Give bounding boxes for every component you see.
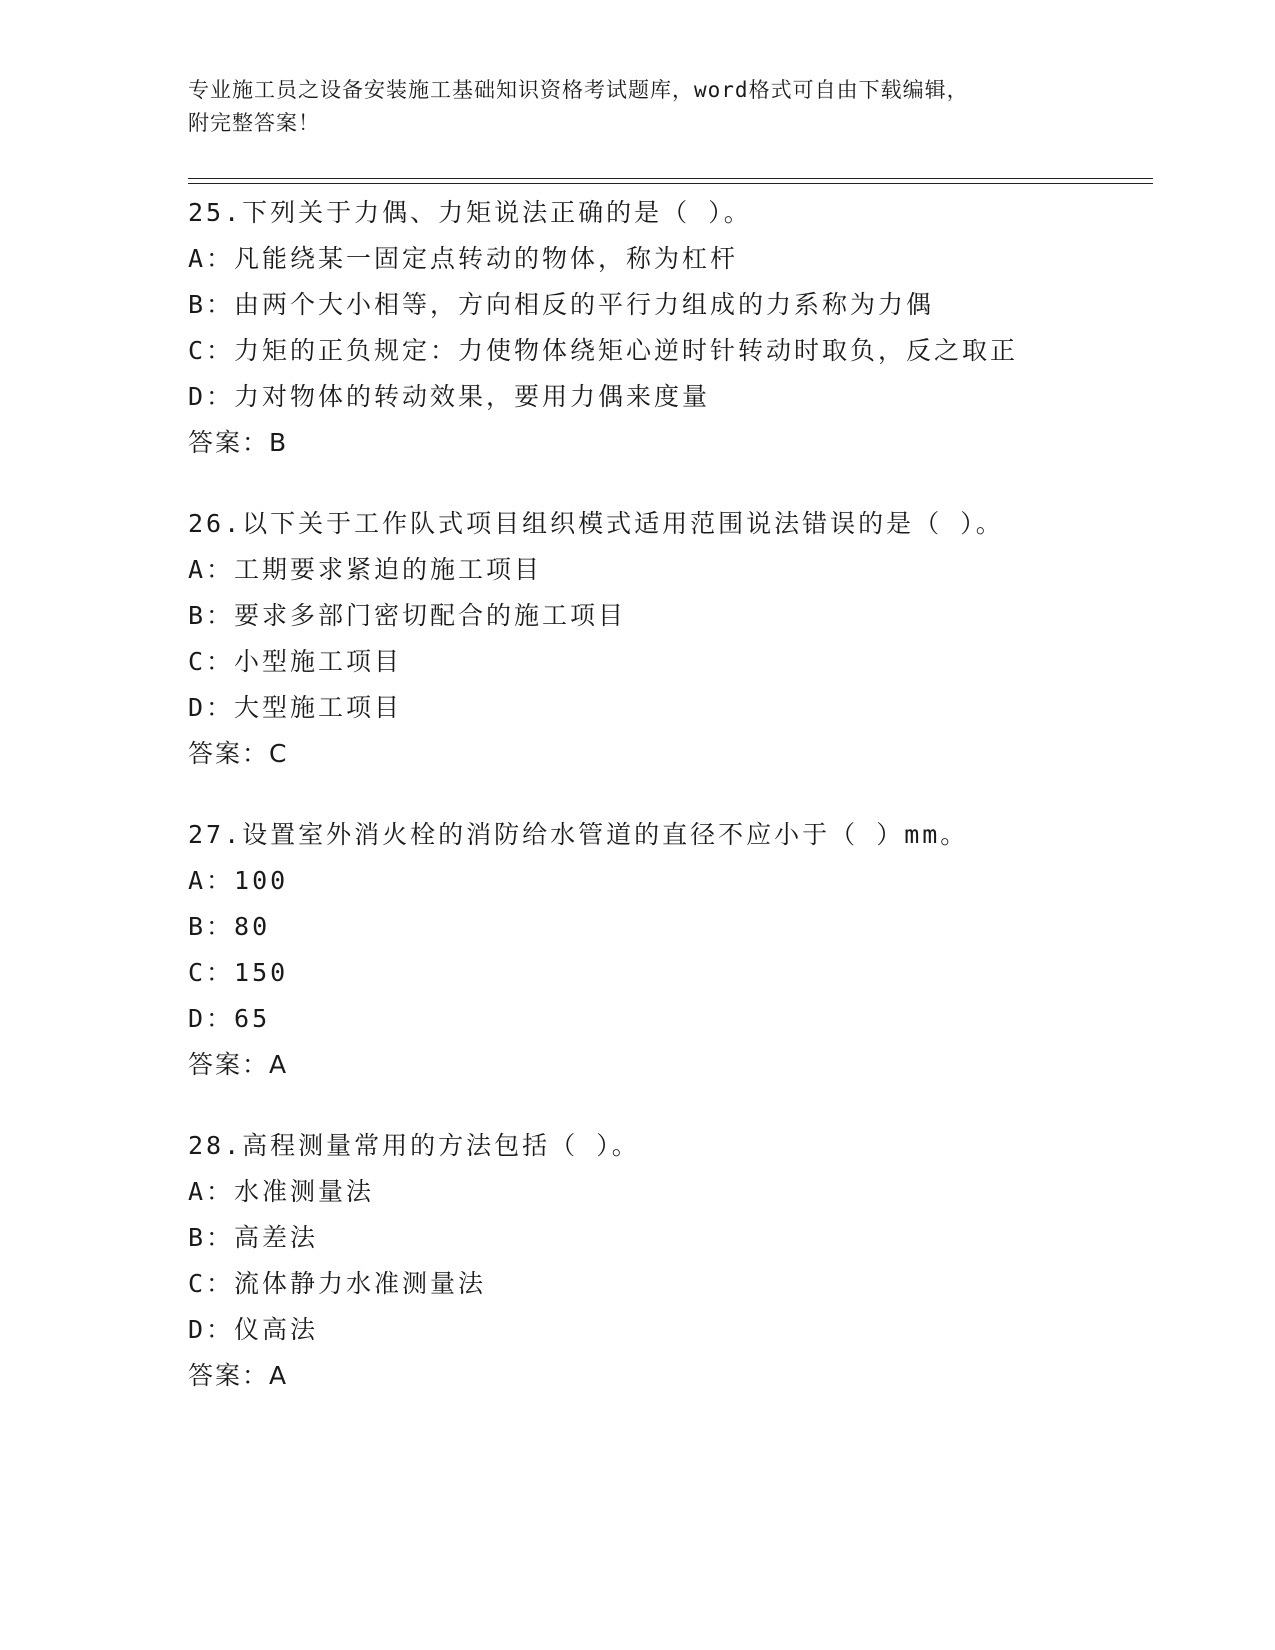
option-d: D：力对物体的转动效果，要用力偶来度量 [188, 382, 711, 411]
option-b: B：由两个大小相等，方向相反的平行力组成的力系称为力偶 [188, 290, 935, 319]
answer: 答案：C [188, 739, 289, 768]
option-a: A：100 [188, 866, 289, 895]
question-stem: 26.以下关于工作队式项目组织模式适用范围说法错误的是（ ）。 [188, 509, 1004, 538]
answer: 答案：B [188, 428, 289, 457]
header-divider-bottom [188, 183, 1153, 184]
option-a: A：凡能绕某一固定点转动的物体，称为杠杆 [188, 244, 739, 273]
question-stem: 28.高程测量常用的方法包括（ ）。 [188, 1131, 640, 1160]
document-header [188, 74, 1088, 140]
option-d: D：大型施工项目 [188, 693, 403, 722]
option-c: C：150 [188, 958, 289, 987]
option-b: B：80 [188, 912, 271, 941]
header-line-1: 专业施工员之设备安装施工基础知识资格考试题库，word格式可自由下载编辑， [188, 78, 969, 102]
answer: 答案：A [188, 1361, 289, 1390]
header-line-2: 附完整答案！ [188, 111, 320, 135]
question-27 [188, 812, 1148, 1088]
question-26 [188, 501, 1148, 777]
option-d: D：65 [188, 1004, 271, 1033]
option-b: B：要求多部门密切配合的施工项目 [188, 601, 627, 630]
option-c: C：流体静力水准测量法 [188, 1269, 487, 1298]
question-list [188, 190, 1148, 1399]
question-28 [188, 1123, 1148, 1399]
option-a: A：水准测量法 [188, 1177, 375, 1206]
option-d: D：仪高法 [188, 1315, 319, 1344]
header-divider-top [188, 178, 1153, 179]
question-stem: 25.下列关于力偶、力矩说法正确的是（ ）。 [188, 198, 752, 227]
answer: 答案：A [188, 1050, 289, 1079]
option-b: B：高差法 [188, 1223, 319, 1252]
option-c: C：小型施工项目 [188, 647, 403, 676]
question-25 [188, 190, 1148, 466]
option-c: C：力矩的正负规定：力使物体绕矩心逆时针转动时取负，反之取正 [188, 336, 1019, 365]
option-a: A：工期要求紧迫的施工项目 [188, 555, 543, 584]
question-stem: 27.设置室外消火栓的消防给水管道的直径不应小于（ ）mm。 [188, 820, 969, 849]
